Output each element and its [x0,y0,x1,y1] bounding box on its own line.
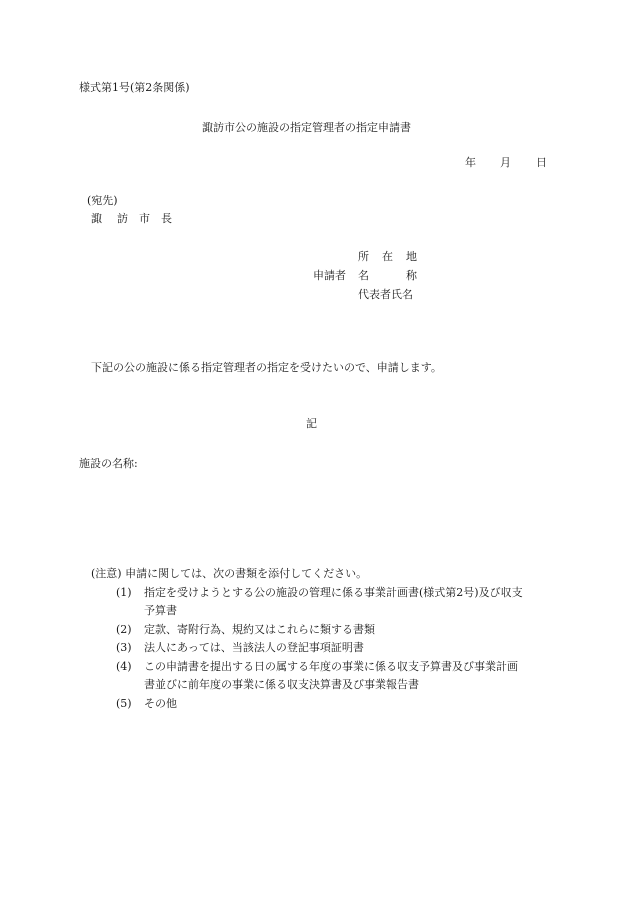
note-number: (5) [116,697,132,710]
form-number: 様式第1号(第2条関係) [79,81,190,94]
name-char: 称 [406,269,417,282]
note-line: 予算書 [144,604,177,617]
notes-heading: (注意) 申請に関しては、次の書類を添付してください。 [91,567,368,580]
address-char: 所 [358,250,369,263]
facility-label: 施設の名称: [79,457,138,470]
date-month: 月 [500,156,511,169]
note-line: 法人にあっては、当該法人の登記事項証明書 [144,641,364,654]
note-number: (2) [116,623,132,636]
address-char: 地 [406,250,417,263]
note-line: その他 [144,697,177,710]
note-number: (3) [116,641,132,654]
note-number: (1) [116,586,132,599]
note-line: 指定を受けようとする公の施設の管理に係る事業計画書(様式第2号)及び収支 [144,586,523,599]
body-text: 下記の公の施設に係る指定管理者の指定を受けたいので、申請します。 [91,361,442,374]
date-day: 日 [536,156,547,169]
note-number: (4) [116,660,132,673]
addressee-char: 諏 [91,212,102,225]
ki-heading: 記 [306,417,317,430]
name-char: 名 [358,269,369,282]
addressee-label: (宛先) [87,194,118,207]
document-title: 諏訪市公の施設の指定管理者の指定申請書 [202,121,411,134]
applicant-role: 申請者 [313,269,346,282]
note-line: 書並びに前年度の事業に係る収支決算書及び事業報告書 [144,678,419,691]
addressee-char: 長 [161,212,172,225]
address-char: 在 [382,250,393,263]
date-year: 年 [465,156,476,169]
addressee-char: 訪 [117,212,128,225]
addressee-char: 市 [139,212,150,225]
note-line: 定款、寄附行為、規約又はこれらに類する書類 [144,623,375,636]
note-line: この申請書を提出する日の属する年度の事業に係る収支予算書及び事業計画 [144,660,518,673]
representative-label: 代表者氏名 [358,288,413,301]
